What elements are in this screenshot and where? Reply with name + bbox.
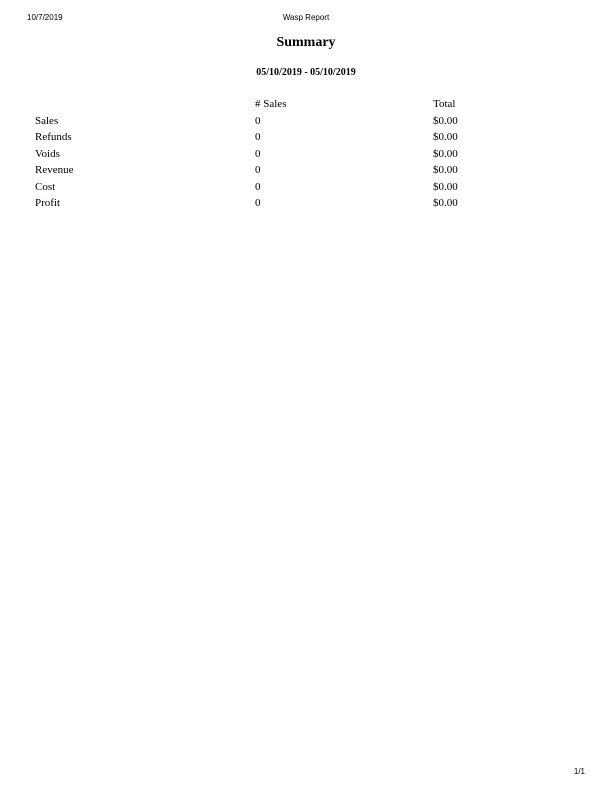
column-header-total: Total bbox=[433, 98, 456, 111]
row-total: $0.00 bbox=[433, 164, 458, 177]
table-row bbox=[35, 146, 493, 163]
print-date: 10/7/2019 bbox=[27, 13, 63, 22]
table-row bbox=[35, 162, 493, 179]
row-count: 0 bbox=[255, 180, 261, 193]
row-label: Profit bbox=[35, 197, 61, 210]
row-count: 0 bbox=[255, 197, 261, 210]
table-row bbox=[35, 113, 493, 130]
print-header bbox=[0, 13, 612, 27]
column-header-label bbox=[35, 96, 255, 113]
row-total: $0.00 bbox=[433, 180, 458, 193]
row-total: $0.00 bbox=[433, 147, 458, 160]
row-label: Cost bbox=[35, 180, 56, 193]
row-label: Sales bbox=[35, 114, 59, 127]
row-label: Voids bbox=[35, 147, 60, 160]
report-title: Summary bbox=[276, 35, 336, 50]
column-header-sales-count: # Sales bbox=[255, 98, 287, 111]
page-number: 1/1 bbox=[573, 767, 585, 776]
row-count: 0 bbox=[255, 147, 261, 160]
row-count: 0 bbox=[255, 114, 261, 127]
table-row bbox=[35, 195, 493, 212]
print-title: Wasp Report bbox=[282, 13, 330, 22]
summary-table bbox=[35, 96, 493, 212]
date-range: 05/10/2019 - 05/10/2019 bbox=[256, 67, 356, 78]
table-row bbox=[35, 179, 493, 196]
table-row bbox=[35, 129, 493, 146]
row-label: Revenue bbox=[35, 164, 74, 177]
table-header-row bbox=[35, 96, 493, 113]
row-total: $0.00 bbox=[433, 114, 458, 127]
row-count: 0 bbox=[255, 164, 261, 177]
row-label: Refunds bbox=[35, 131, 72, 144]
row-count: 0 bbox=[255, 131, 261, 144]
row-total: $0.00 bbox=[433, 131, 458, 144]
row-total: $0.00 bbox=[433, 197, 458, 210]
